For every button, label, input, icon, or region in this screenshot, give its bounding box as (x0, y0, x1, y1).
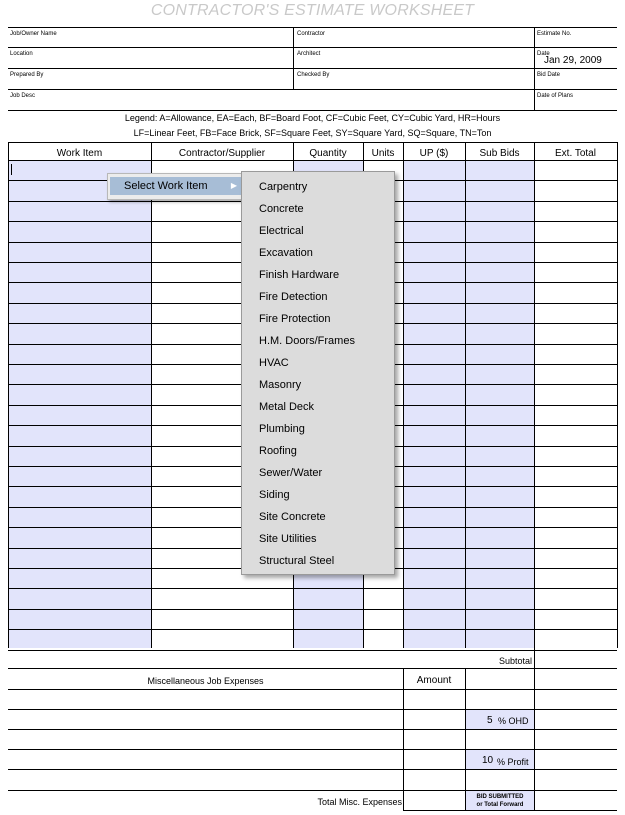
table-cell[interactable] (404, 426, 465, 445)
table-cell[interactable] (9, 569, 151, 588)
col-work-item: Work Item (56, 148, 103, 159)
work-item-submenu (241, 171, 395, 575)
table-cell[interactable] (152, 610, 293, 629)
table-cell[interactable] (404, 283, 465, 302)
checked-by-label: Checked By (297, 72, 330, 78)
submenu-item-electrical[interactable]: Electrical (259, 225, 304, 237)
architect-label: Architect (297, 51, 321, 57)
table-cell[interactable] (466, 345, 534, 364)
table-cell[interactable] (9, 508, 151, 527)
table-cell[interactable] (9, 202, 151, 221)
table-cell[interactable] (364, 630, 403, 649)
table-cell[interactable] (404, 487, 465, 506)
table-cell[interactable] (535, 161, 617, 180)
profit-label: % Profit (497, 757, 529, 767)
table-cell[interactable] (9, 324, 151, 343)
col-ext-total: Ext. Total (555, 148, 596, 159)
submenu-item-structural-steel[interactable]: Structural Steel (259, 555, 335, 567)
submenu-item-fire-detection[interactable]: Fire Detection (259, 291, 328, 303)
table-cell[interactable] (535, 549, 617, 568)
date-of-plans-label: Date of Plans (537, 93, 574, 99)
table-cell[interactable] (535, 345, 617, 364)
table-cell[interactable] (535, 181, 617, 200)
table-cell[interactable] (466, 283, 534, 302)
location-label: Location (10, 51, 33, 57)
table-cell[interactable] (404, 161, 465, 180)
table-cell[interactable] (466, 467, 534, 486)
submenu-item-sewer-water[interactable]: Sewer/Water (259, 467, 323, 479)
table-cell[interactable] (535, 222, 617, 241)
table-cell[interactable] (404, 324, 465, 343)
table-cell[interactable] (466, 528, 534, 547)
table-cell[interactable] (404, 406, 465, 425)
submenu-item-siding[interactable]: Siding (259, 489, 290, 501)
table-cell[interactable] (9, 345, 151, 364)
table-cell[interactable] (404, 243, 465, 262)
date-field[interactable]: Jan 29, 2009 (544, 55, 602, 66)
table-cell[interactable] (9, 243, 151, 262)
table-cell[interactable] (535, 385, 617, 404)
table-cell[interactable] (9, 630, 151, 649)
table-cell[interactable] (466, 406, 534, 425)
submenu-item-metal-deck[interactable]: Metal Deck (259, 401, 315, 413)
table-cell[interactable] (535, 630, 617, 649)
table-cell[interactable] (294, 589, 363, 608)
table-cell[interactable] (9, 610, 151, 629)
table-cell[interactable] (9, 528, 151, 547)
col-unit-price: UP ($) (419, 148, 449, 159)
table-cell[interactable] (466, 487, 534, 506)
date-label: Date (537, 51, 550, 57)
table-cell[interactable] (404, 528, 465, 547)
table-cell[interactable] (404, 569, 465, 588)
table-cell[interactable] (535, 569, 617, 588)
table-cell[interactable] (466, 508, 534, 527)
table-cell[interactable] (364, 610, 403, 629)
table-cell[interactable] (9, 406, 151, 425)
table-cell[interactable] (535, 263, 617, 282)
table-cell[interactable] (466, 243, 534, 262)
submenu-item-roofing[interactable]: Roofing (259, 445, 297, 457)
bid-date-label: Bid Date (537, 72, 561, 78)
context-menu (107, 173, 244, 200)
table-cell[interactable] (466, 181, 534, 200)
table-cell[interactable] (466, 365, 534, 384)
amount-label: Amount (416, 675, 452, 686)
submenu-arrow-icon: ▶ (230, 181, 237, 190)
table-cell[interactable] (466, 263, 534, 282)
table-cell[interactable] (404, 263, 465, 282)
col-quantity: Quantity (309, 148, 347, 159)
submenu-item-masonry[interactable]: Masonry (259, 379, 302, 391)
table-cell[interactable] (9, 263, 151, 282)
submenu-item-h-m-doors-frames[interactable]: H.M. Doors/Frames (259, 335, 355, 347)
table-cell[interactable] (535, 426, 617, 445)
table-cell[interactable] (466, 549, 534, 568)
table-cell[interactable] (466, 222, 534, 241)
table-cell[interactable] (535, 243, 617, 262)
table-cell[interactable] (466, 569, 534, 588)
table-cell[interactable] (9, 365, 151, 384)
table-cell[interactable] (404, 222, 465, 241)
table-cell[interactable] (152, 630, 293, 649)
submenu-item-site-concrete[interactable]: Site Concrete (259, 511, 326, 523)
table-cell[interactable] (466, 610, 534, 629)
table-cell[interactable] (404, 181, 465, 200)
table-cell[interactable] (535, 406, 617, 425)
table-cell[interactable] (466, 385, 534, 404)
total-misc-expenses-label: Total Misc. Expenses (317, 797, 402, 807)
submenu-item-plumbing[interactable]: Plumbing (259, 423, 305, 435)
table-cell[interactable] (535, 447, 617, 466)
table-cell[interactable] (404, 304, 465, 323)
table-cell[interactable] (404, 365, 465, 384)
table-cell[interactable] (9, 589, 151, 608)
job-owner-name-label: Job/Owner Name (10, 31, 57, 37)
table-cell[interactable] (9, 467, 151, 486)
table-cell[interactable] (9, 304, 151, 323)
table-cell[interactable] (9, 487, 151, 506)
table-cell[interactable] (404, 508, 465, 527)
submenu-item-fire-protection[interactable]: Fire Protection (259, 313, 331, 325)
table-cell[interactable] (535, 304, 617, 323)
table-cell[interactable] (535, 467, 617, 486)
table-cell[interactable] (535, 528, 617, 547)
submenu-item-finish-hardware[interactable]: Finish Hardware (259, 269, 340, 281)
estimate-no-label: Estimate No. (537, 31, 572, 37)
table-cell[interactable] (466, 589, 534, 608)
table-cell[interactable] (466, 202, 534, 221)
table-cell[interactable] (152, 589, 293, 608)
table-cell[interactable] (535, 508, 617, 527)
table-cell[interactable] (466, 304, 534, 323)
ohd-percent-field[interactable]: 5 (487, 715, 493, 726)
table-cell[interactable] (404, 549, 465, 568)
select-work-item-menu-item[interactable]: Select Work Item ▶ (110, 177, 241, 195)
job-desc-label: Job Desc (10, 93, 36, 99)
table-cell[interactable] (294, 610, 363, 629)
table-cell[interactable] (9, 549, 151, 568)
table-cell[interactable] (9, 385, 151, 404)
misc-expenses-label: Miscellaneous Job Expenses (147, 676, 264, 686)
table-cell[interactable] (466, 447, 534, 466)
table-cell[interactable] (404, 610, 465, 629)
table-cell[interactable] (9, 222, 151, 241)
profit-percent-field[interactable]: 10 (482, 755, 494, 766)
table-cell[interactable] (466, 630, 534, 649)
page-title: CONTRACTOR'S ESTIMATE WORKSHEET (150, 2, 475, 19)
table-cell[interactable] (404, 589, 465, 608)
table-cell[interactable] (9, 447, 151, 466)
table-cell[interactable] (535, 365, 617, 384)
table-cell[interactable] (535, 324, 617, 343)
col-sub-bids: Sub Bids (479, 148, 520, 159)
submenu-item-carpentry[interactable]: Carpentry (259, 181, 308, 193)
col-units: Units (371, 148, 395, 159)
table-cell[interactable] (466, 324, 534, 343)
table-cell[interactable] (9, 426, 151, 445)
table-cell[interactable] (364, 589, 403, 608)
subtotal-label: Subtotal (498, 656, 532, 666)
submenu-item-concrete[interactable]: Concrete (259, 203, 304, 215)
contractor-label: Contractor (297, 31, 326, 37)
table-cell[interactable] (294, 630, 363, 649)
table-cell[interactable] (9, 283, 151, 302)
submenu-item-site-utilities[interactable]: Site Utilities (259, 533, 317, 545)
table-cell[interactable] (535, 589, 617, 608)
table-cell[interactable] (535, 487, 617, 506)
ohd-label: % OHD (498, 716, 529, 726)
table-cell[interactable] (466, 426, 534, 445)
table-cell[interactable] (404, 345, 465, 364)
table-cell[interactable] (404, 202, 465, 221)
table-cell[interactable] (535, 202, 617, 221)
legend-line-2: LF=Linear Feet, FB=Face Brick, SF=Square Feet, SY=Square Yard, SQ=Square, TN=Ton (133, 128, 492, 138)
table-cell[interactable] (404, 385, 465, 404)
legend-line-1: Legend: A=Allowance, EA=Each, BF=Board Foot, CF=Cubic Feet, CY=Cubic Yard, HR=Hours (124, 113, 501, 123)
submenu-item-excavation[interactable]: Excavation (259, 247, 313, 259)
submenu-item-hvac[interactable]: HVAC (259, 357, 289, 369)
table-cell[interactable] (404, 630, 465, 649)
bid-submitted-label: BID SUBMITTED or Total Forward (476, 794, 524, 808)
table-cell[interactable] (404, 447, 465, 466)
prepared-by-label: Prepared By (10, 72, 44, 78)
table-cell[interactable] (535, 610, 617, 629)
table-cell[interactable] (466, 161, 534, 180)
table-cell[interactable] (404, 467, 465, 486)
col-contractor-supplier: Contractor/Supplier (178, 148, 266, 159)
table-cell[interactable] (535, 283, 617, 302)
